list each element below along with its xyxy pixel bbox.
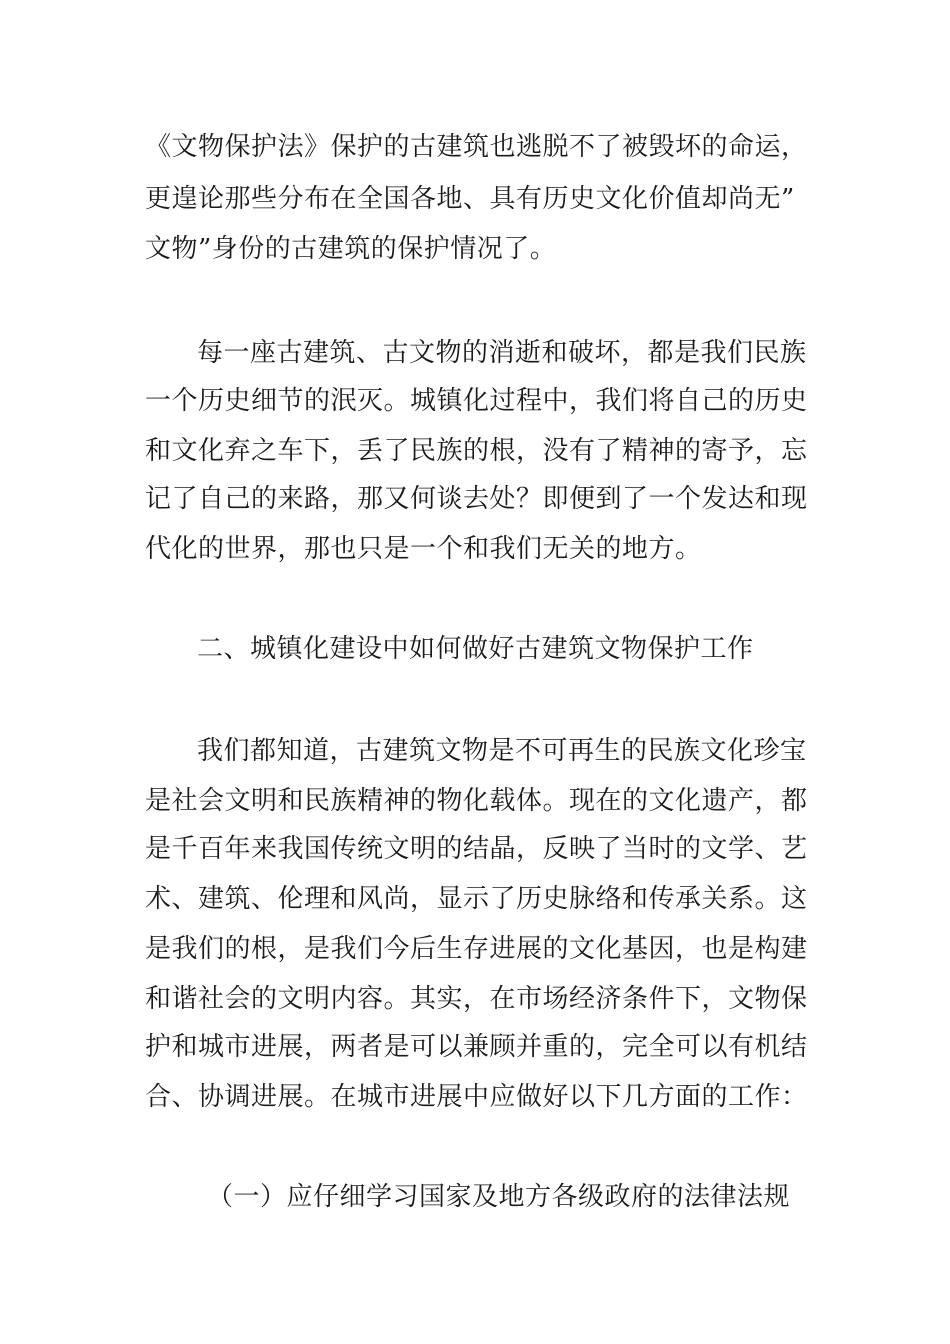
paragraph-1-line-2: 更遑论那些分布在全国各地、具有历史文化价值却尚无”: [145, 184, 795, 214]
paragraph-1-line-3: 文物”身份的古建筑的保护情况了。: [145, 234, 557, 264]
section-heading: 二、城镇化建设中如何做好古建筑文物保护工作: [197, 634, 754, 664]
paragraph-3-line-7: 护和城市进展，两者是可以兼顾并重的，完全可以有机结: [145, 1032, 808, 1062]
subsection-heading: （一）应仔细学习国家及地方各级政府的法律法规: [207, 1182, 791, 1212]
paragraph-3-line-2: 是社会文明和民族精神的物化载体。现在的文化遗产，都: [145, 786, 808, 816]
paragraph-3-line-5: 是我们的根，是我们今后生存进展的文化基因，也是构建: [145, 934, 808, 964]
paragraph-3-line-8: 合、协调进展。在城市进展中应做好以下几方面的工作：: [145, 1082, 808, 1112]
paragraph-3-line-4: 术、建筑、伦理和风尚，显示了历史脉络和传承关系。这: [145, 884, 808, 914]
paragraph-3-line-6: 和谐社会的文明内容。其实，在市场经济条件下，文物保: [145, 984, 808, 1014]
paragraph-2-line-5: 代化的世界，那也只是一个和我们无关的地方。: [145, 534, 702, 564]
paragraph-2-line-1: 每一座古建筑、古文物的消逝和破坏，都是我们民族: [197, 338, 807, 368]
paragraph-2-line-4: 记了自己的来路，那又何谈去处？即便到了一个发达和现: [145, 484, 808, 514]
paragraph-3-line-3: 是千百年来我国传统文明的结晶，反映了当时的文学、艺: [145, 834, 808, 864]
paragraph-2-line-3: 和文化弃之车下，丢了民族的根，没有了精神的寄予，忘: [145, 436, 808, 466]
paragraph-2-line-2: 一个历史细节的泯灭。城镇化过程中，我们将自己的历史: [145, 386, 808, 416]
paragraph-1-line-1: 《文物保护法》保护的古建筑也逃脱不了被毁坏的命运，: [145, 132, 808, 162]
paragraph-3-line-1: 我们都知道，古建筑文物是不可再生的民族文化珍宝: [197, 736, 807, 766]
